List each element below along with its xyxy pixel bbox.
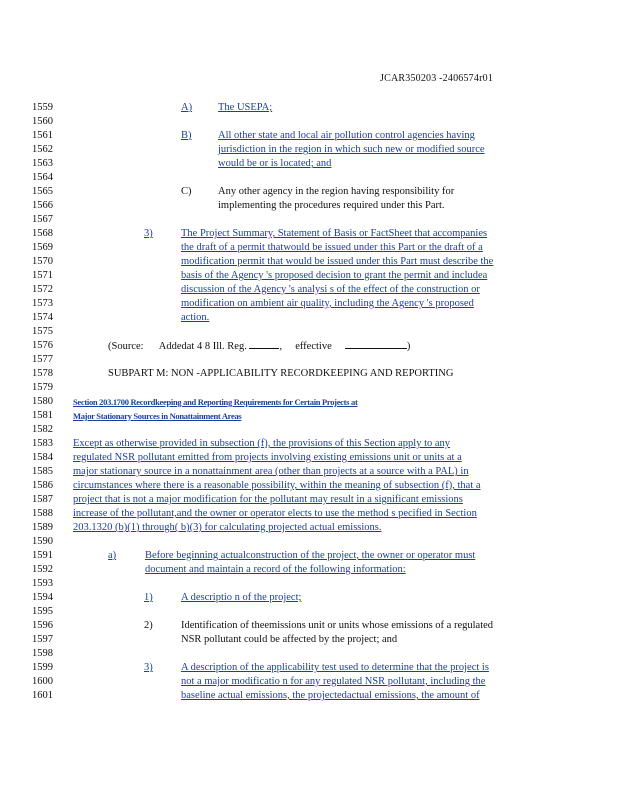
section-heading: Major Stationary Sources in Nonattainment Areas [73, 411, 242, 421]
item-b-line: jurisdiction in the region in which such new or modified source [218, 144, 485, 155]
line-number: 1590 [32, 536, 53, 547]
line-number: 1594 [32, 592, 53, 603]
source-added: Addedat 4 8 Ill. Reg. [158, 341, 247, 352]
item-3-line: discussion of the Agency 's analysi s of the effect of the construction or [181, 284, 480, 295]
line-number: 1577 [32, 354, 53, 365]
body-paragraph-line: circumstances where there is a reasonable possibility, within the meaning of subsection (f), that a [73, 480, 481, 491]
line-number: 1559 [32, 102, 53, 113]
line-number: 1573 [32, 298, 53, 309]
item-i2-label: 2) [144, 620, 153, 631]
line-number: 1560 [32, 116, 53, 127]
line-number: 1598 [32, 648, 53, 659]
line-number: 1578 [32, 368, 53, 379]
item-a-label: A) [181, 102, 193, 113]
line-number: 1562 [32, 144, 53, 155]
source-comma: , [279, 341, 283, 352]
line-number: 1597 [32, 634, 53, 645]
document-header: JCAR350203 -2406574r01 [380, 73, 494, 84]
item-c-line: Any other agency in the region having responsibility for [218, 186, 455, 197]
line-number: 1595 [32, 606, 53, 617]
line-number: 1593 [32, 578, 53, 589]
item-i1-text: A descriptio n of the project; [181, 592, 302, 603]
item-3-line: modification on ambient air quality, including the Agency 's proposed [181, 298, 474, 309]
line-number: 1580 [32, 396, 53, 407]
line-number: 1571 [32, 270, 53, 281]
source-note [108, 339, 410, 354]
line-number: 1586 [32, 480, 53, 491]
line-number: 1576 [32, 340, 53, 351]
body-paragraph-line: 203.1320 (b)(1) through( b)(3) for calculating projected actual emissions. [73, 522, 382, 533]
line-number: 1581 [32, 410, 53, 421]
item-i3-line: A description of the applicability test used to determine that the project is [181, 662, 489, 673]
line-number: 1579 [32, 382, 53, 393]
line-number: 1584 [32, 452, 53, 463]
item-i3-line: not a major modificatio n for any regulated NSR pollutant, including the [181, 676, 486, 687]
line-number: 1587 [32, 494, 53, 505]
line-number: 1561 [32, 130, 53, 141]
line-number: 1572 [32, 284, 53, 295]
line-number: 1583 [32, 438, 53, 449]
subpart-title: SUBPART M: NON -APPLICABILITY RECORDKEEPING AND REPORTING [108, 368, 454, 379]
body-paragraph-line: major stationary source in a nonattainment area (other than projects at a source with a PAL) in [73, 466, 469, 477]
line-number: 1591 [32, 550, 53, 561]
line-number: 1564 [32, 172, 53, 183]
line-number: 1575 [32, 326, 53, 337]
source-blank-reg [249, 339, 279, 349]
line-number: 1596 [32, 620, 53, 631]
item-a2-line: document and maintain a record of the following information: [145, 564, 406, 575]
source-open: (Source: [108, 341, 144, 352]
line-number: 1568 [32, 228, 53, 239]
line-number: 1599 [32, 662, 53, 673]
body-paragraph-line: Except as otherwise provided in subsection (f), the provisions of this Section apply to any [73, 438, 451, 449]
source-blank-date [345, 339, 407, 349]
item-i1-label: 1) [144, 592, 153, 603]
body-paragraph-line: project that is not a major modification for the pollutant may result in a significant emissions [73, 494, 463, 505]
line-number: 1600 [32, 676, 53, 687]
line-number: 1574 [32, 312, 53, 323]
line-number: 1566 [32, 200, 53, 211]
item-3-line: action. [181, 312, 210, 323]
item-3-line: The Project Summary, Statement of Basis or FactSheet that accompanies [181, 228, 488, 239]
item-i2-line: NSR pollutant could be affected by the project; and [181, 634, 398, 645]
line-number: 1569 [32, 242, 53, 253]
line-number: 1565 [32, 186, 53, 197]
item-a2-line: Before beginning actualconstruction of the project, the owner or operator must [145, 550, 476, 561]
body-paragraph-line: regulated NSR pollutant emitted from projects involving existing emissions unit or units at a [73, 452, 462, 463]
body-paragraph-line: increase of the pollutant,and the owner or operator elects to use the method s pecified in Section [73, 508, 477, 519]
item-b-line: would be or is located; and [218, 158, 332, 169]
line-number: 1585 [32, 466, 53, 477]
item-b-label: B) [181, 130, 192, 141]
item-i2-line: Identification of theemissions unit or units whose emissions of a regulated [181, 620, 494, 631]
item-b-line: All other state and local air pollution control agencies having [218, 130, 475, 141]
line-number: 1570 [32, 256, 53, 267]
line-number: 1563 [32, 158, 53, 169]
item-c-line: implementing the procedures required under this Part. [218, 200, 445, 211]
item-c-label: C) [181, 186, 192, 197]
item-3-line: the draft of a permit thatwould be issued under this Part or the draft of a [181, 242, 483, 253]
item-a-text: The USEPA; [218, 102, 273, 113]
item-i3-line: baseline actual emissions, the projectedactual emissions, the amount of [181, 690, 480, 701]
line-number: 1567 [32, 214, 53, 225]
item-3-line: basis of the Agency 's proposed decision to grant the permit and includea [181, 270, 488, 281]
line-number: 1589 [32, 522, 53, 533]
item-3-line: modification permit that would be issued under this Part must describe the [181, 256, 494, 267]
source-close: ) [406, 341, 411, 352]
line-number: 1601 [32, 690, 53, 701]
line-number: 1592 [32, 564, 53, 575]
item-a2-label: a) [108, 550, 117, 561]
item-3-label: 3) [144, 228, 153, 239]
line-number: 1588 [32, 508, 53, 519]
section-heading: Section 203.1700 Recordkeeping and Reporting Requirements for Certain Projects at [73, 397, 358, 407]
item-i3-label: 3) [144, 662, 153, 673]
source-effective: effective [295, 341, 332, 352]
line-number: 1582 [32, 424, 53, 435]
